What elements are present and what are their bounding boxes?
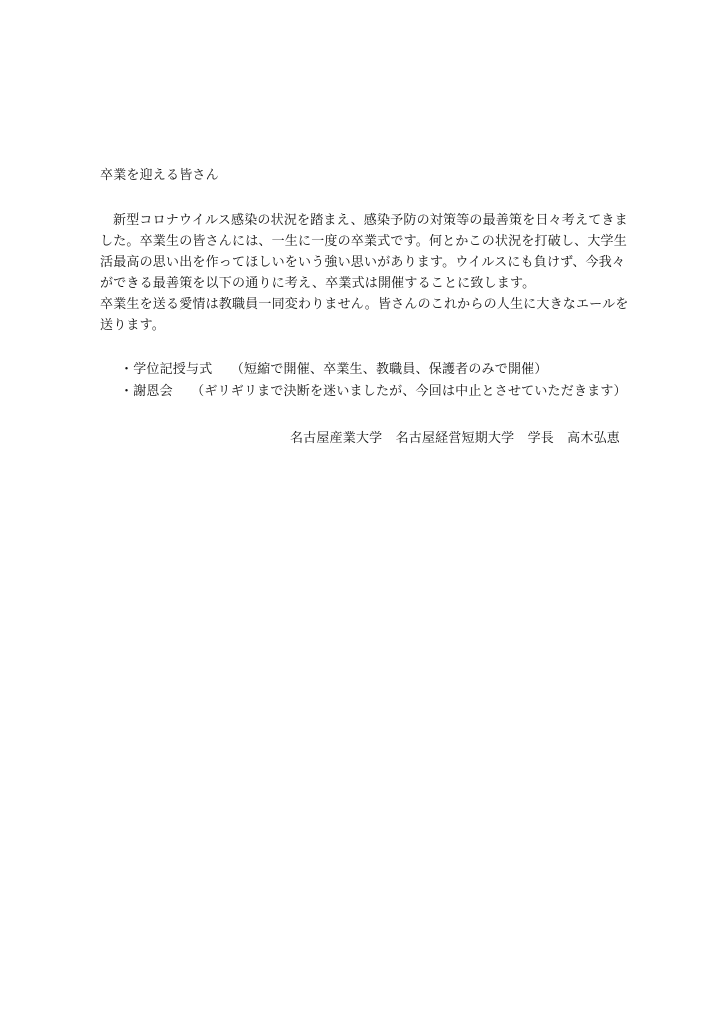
body-line: 送ります。 xyxy=(100,318,165,333)
list-item-note: （ギリギリまで決断を迷いましたが、今回は中止とさせていただきます） xyxy=(191,384,627,399)
body-line: 卒業生を送る愛情は教職員一同変わりません。皆さんのこれからの人生に大きなエールを xyxy=(100,297,629,312)
list-item xyxy=(120,359,640,381)
list-item-note: （短縮で開催、卒業生、教職員、保護者のみで開催） xyxy=(230,362,548,377)
list-item-label: ・謝恩会 xyxy=(120,384,173,399)
list-item xyxy=(120,381,640,403)
document-heading: 卒業を迎える皆さん xyxy=(100,168,219,183)
body-line: ができる最善策を以下の通りに考え、卒業式は開催することに致します。 xyxy=(100,276,536,291)
body-line: 活最高の思い出を作ってほしいをいう強い思いがあります。ウイルスにも負けず、今我々 xyxy=(100,255,626,270)
body-line: した。卒業生の皆さんには、一生に一度の卒業式です。何とかこの状況を打破し、大学生 xyxy=(100,234,627,249)
list-item-label: ・学位記授与式 xyxy=(120,362,213,377)
document-body xyxy=(100,210,629,336)
body-line: 新型コロナウイルス感染の状況を踏まえ、感染予防の対策等の最善策を日々考えてきま xyxy=(113,213,628,228)
event-list xyxy=(120,359,640,403)
signature: 名古屋産業大学 名古屋経営短期大学 学長 高木弘恵 xyxy=(289,431,620,446)
